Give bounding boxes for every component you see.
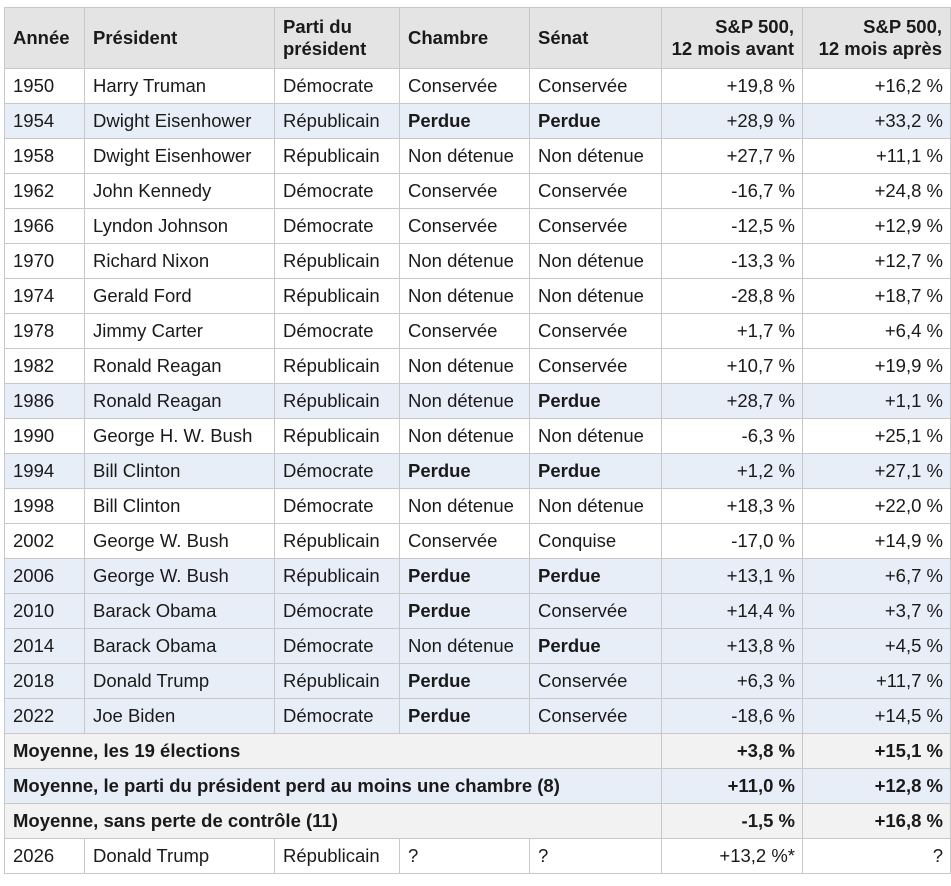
cell-senate: Conservée [530,594,662,629]
cell-sp500-after: ? [803,839,951,874]
cell-year: 1970 [5,244,85,279]
cell-president: Barack Obama [85,629,275,664]
table-row [5,174,951,209]
cell-house: Non détenue [400,244,530,279]
cell-senate: Perdue [530,454,662,489]
header-sp500-before [662,8,803,69]
header-senate: Sénat [530,8,662,69]
header-after-line1: S&P 500, [863,16,942,37]
cell-party: Républicain [275,559,400,594]
cell-senate: Perdue [530,384,662,419]
cell-sp500-after: +11,1 % [803,139,951,174]
cell-president: Ronald Reagan [85,384,275,419]
cell-senate: Non détenue [530,279,662,314]
cell-year: 1966 [5,209,85,244]
header-party-line2: président [283,38,367,59]
cell-house: Perdue [400,664,530,699]
cell-house: Non détenue [400,629,530,664]
cell-sp500-after: +4,5 % [803,629,951,664]
cell-year: 2002 [5,524,85,559]
cell-sp500-after: +27,1 % [803,454,951,489]
cell-year: 1990 [5,419,85,454]
table-row [5,209,951,244]
cell-house: Conservée [400,174,530,209]
cell-president: Bill Clinton [85,454,275,489]
average-label: Moyenne, le parti du président perd au moins une chambre (8) [5,769,662,804]
cell-sp500-before: +14,4 % [662,594,803,629]
cell-house: Perdue [400,104,530,139]
cell-president: George W. Bush [85,559,275,594]
cell-party: Républicain [275,279,400,314]
cell-sp500-before: -6,3 % [662,419,803,454]
cell-year: 1994 [5,454,85,489]
cell-party: Républicain [275,244,400,279]
cell-house: Non détenue [400,139,530,174]
cell-year: 1962 [5,174,85,209]
cell-sp500-after: +12,7 % [803,244,951,279]
cell-house: Non détenue [400,384,530,419]
cell-party: Démocrate [275,699,400,734]
table-row [5,524,951,559]
header-party [275,8,400,69]
cell-year: 2010 [5,594,85,629]
cell-party: Républicain [275,839,400,874]
cell-party: Démocrate [275,209,400,244]
cell-sp500-before: +13,2 %* [662,839,803,874]
average-sp500-before: +3,8 % [662,734,803,769]
header-row [5,8,951,69]
cell-sp500-before: +13,8 % [662,629,803,664]
cell-sp500-before: -18,6 % [662,699,803,734]
header-after-line2: 12 mois après [818,38,942,59]
cell-sp500-after: +25,1 % [803,419,951,454]
table-row [5,314,951,349]
cell-sp500-before: +1,2 % [662,454,803,489]
cell-senate: Conservée [530,664,662,699]
average-row [5,804,951,839]
cell-senate: Conservée [530,699,662,734]
cell-president: Richard Nixon [85,244,275,279]
cell-sp500-before: -12,5 % [662,209,803,244]
cell-sp500-before: -17,0 % [662,524,803,559]
cell-sp500-after: +11,7 % [803,664,951,699]
cell-sp500-before: +6,3 % [662,664,803,699]
cell-party: Démocrate [275,174,400,209]
cell-senate: Conservée [530,349,662,384]
cell-senate: Non détenue [530,244,662,279]
cell-house: Conservée [400,209,530,244]
table-row [5,664,951,699]
cell-house: Perdue [400,594,530,629]
cell-year: 1978 [5,314,85,349]
cell-senate: Conquise [530,524,662,559]
table-row-2026 [5,839,951,874]
cell-party: Démocrate [275,489,400,524]
table-row [5,349,951,384]
cell-year: 1950 [5,69,85,104]
cell-year: 1974 [5,279,85,314]
cell-sp500-after: +1,1 % [803,384,951,419]
cell-senate: Conservée [530,174,662,209]
cell-sp500-after: +14,5 % [803,699,951,734]
table-row [5,594,951,629]
cell-president: Lyndon Johnson [85,209,275,244]
cell-sp500-before: +13,1 % [662,559,803,594]
cell-senate: Non détenue [530,139,662,174]
table-row [5,244,951,279]
cell-year: 2014 [5,629,85,664]
cell-president: George H. W. Bush [85,419,275,454]
cell-senate: Conservée [530,209,662,244]
header-house: Chambre [400,8,530,69]
table-row [5,139,951,174]
cell-sp500-after: +6,4 % [803,314,951,349]
cell-house: ? [400,839,530,874]
cell-sp500-after: +6,7 % [803,559,951,594]
cell-president: Donald Trump [85,839,275,874]
cell-sp500-before: +19,8 % [662,69,803,104]
cell-president: Ronald Reagan [85,349,275,384]
cell-party: Démocrate [275,69,400,104]
cell-house: Non détenue [400,419,530,454]
cell-house: Non détenue [400,489,530,524]
cell-house: Perdue [400,454,530,489]
table-row [5,384,951,419]
table-row [5,629,951,664]
average-sp500-after: +12,8 % [803,769,951,804]
cell-house: Perdue [400,559,530,594]
header-year: Année [5,8,85,69]
midterm-sp500-table [4,7,951,874]
average-sp500-after: +15,1 % [803,734,951,769]
cell-sp500-after: +14,9 % [803,524,951,559]
average-label: Moyenne, les 19 élections [5,734,662,769]
cell-president: Gerald Ford [85,279,275,314]
average-row [5,769,951,804]
cell-year: 1998 [5,489,85,524]
cell-year: 1986 [5,384,85,419]
cell-year: 2022 [5,699,85,734]
cell-sp500-before: +10,7 % [662,349,803,384]
cell-president: Barack Obama [85,594,275,629]
cell-president: George W. Bush [85,524,275,559]
cell-senate: Perdue [530,629,662,664]
cell-house: Perdue [400,699,530,734]
cell-sp500-before: +18,3 % [662,489,803,524]
header-before-line1: S&P 500, [715,16,794,37]
average-row [5,734,951,769]
cell-year: 2026 [5,839,85,874]
cell-year: 1958 [5,139,85,174]
cell-party: Républicain [275,524,400,559]
cell-party: Démocrate [275,314,400,349]
cell-party: Démocrate [275,594,400,629]
average-label: Moyenne, sans perte de contrôle (11) [5,804,662,839]
cell-senate: Perdue [530,559,662,594]
header-party-line1: Parti du [283,16,352,37]
cell-party: Républicain [275,384,400,419]
average-sp500-before: +11,0 % [662,769,803,804]
cell-senate: Conservée [530,69,662,104]
cell-party: Démocrate [275,629,400,664]
cell-house: Conservée [400,524,530,559]
table-row [5,454,951,489]
cell-sp500-after: +19,9 % [803,349,951,384]
cell-president: Dwight Eisenhower [85,139,275,174]
cell-senate: Perdue [530,104,662,139]
header-before-line2: 12 mois avant [671,38,794,59]
table-row [5,104,951,139]
cell-house: Conservée [400,314,530,349]
cell-sp500-before: -13,3 % [662,244,803,279]
table-row [5,699,951,734]
cell-senate: Conservée [530,314,662,349]
cell-sp500-before: -28,8 % [662,279,803,314]
cell-sp500-before: +28,7 % [662,384,803,419]
table-row [5,419,951,454]
table-row [5,279,951,314]
cell-year: 2018 [5,664,85,699]
cell-house: Non détenue [400,279,530,314]
cell-president: Dwight Eisenhower [85,104,275,139]
cell-sp500-before: -16,7 % [662,174,803,209]
cell-party: Républicain [275,349,400,384]
cell-house: Non détenue [400,349,530,384]
average-sp500-before: -1,5 % [662,804,803,839]
table-row [5,489,951,524]
cell-sp500-after: +22,0 % [803,489,951,524]
cell-party: Républicain [275,139,400,174]
cell-sp500-before: +1,7 % [662,314,803,349]
cell-president: Bill Clinton [85,489,275,524]
header-sp500-after [803,8,951,69]
cell-party: Républicain [275,419,400,454]
table-row [5,559,951,594]
cell-senate: ? [530,839,662,874]
cell-sp500-before: +28,9 % [662,104,803,139]
cell-president: Donald Trump [85,664,275,699]
cell-sp500-after: +12,9 % [803,209,951,244]
cell-president: John Kennedy [85,174,275,209]
header-president: Président [85,8,275,69]
table-row [5,69,951,104]
cell-president: Harry Truman [85,69,275,104]
cell-year: 2006 [5,559,85,594]
cell-sp500-after: +33,2 % [803,104,951,139]
cell-sp500-after: +18,7 % [803,279,951,314]
cell-house: Conservée [400,69,530,104]
cell-senate: Non détenue [530,419,662,454]
cell-sp500-after: +3,7 % [803,594,951,629]
average-sp500-after: +16,8 % [803,804,951,839]
cell-year: 1982 [5,349,85,384]
cell-president: Joe Biden [85,699,275,734]
cell-party: Républicain [275,104,400,139]
cell-sp500-before: +27,7 % [662,139,803,174]
cell-year: 1954 [5,104,85,139]
cell-party: Démocrate [275,454,400,489]
cell-sp500-after: +24,8 % [803,174,951,209]
cell-party: Républicain [275,664,400,699]
cell-president: Jimmy Carter [85,314,275,349]
cell-sp500-after: +16,2 % [803,69,951,104]
cell-senate: Non détenue [530,489,662,524]
